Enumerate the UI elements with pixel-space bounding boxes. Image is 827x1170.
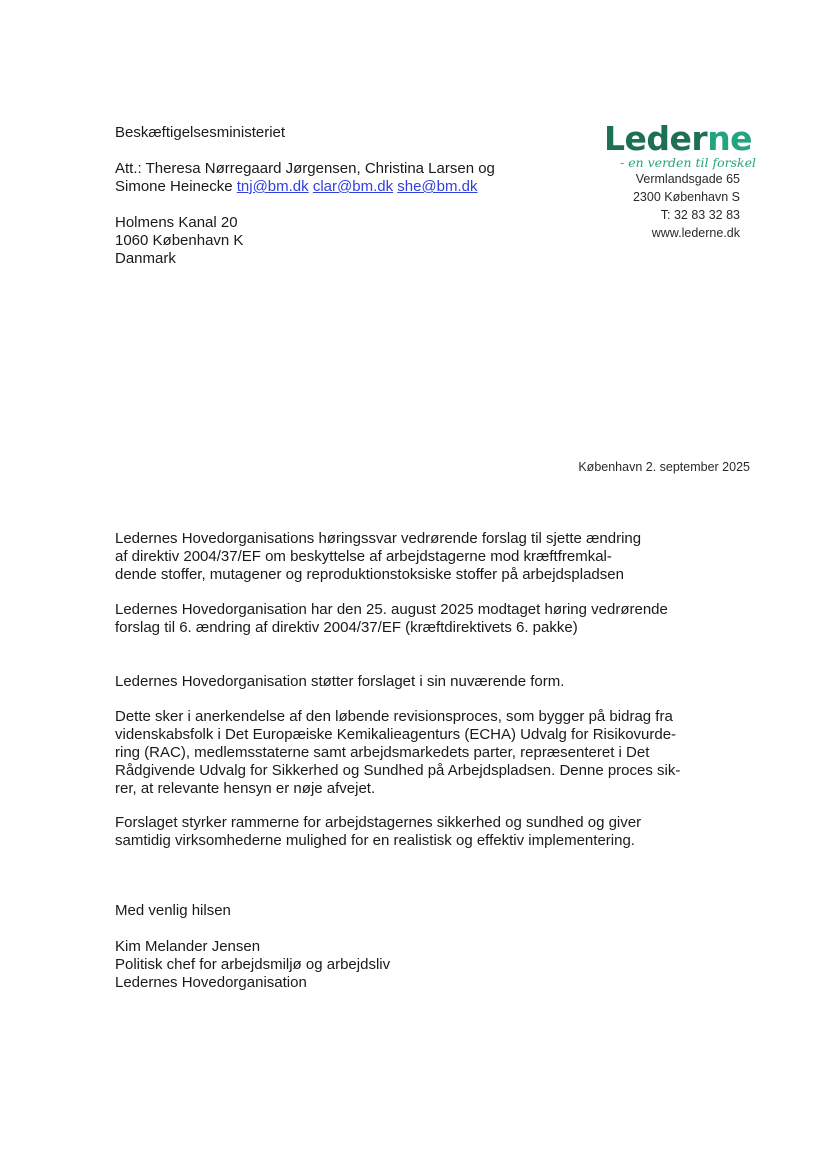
paragraph-line: videnskabsfolk i Det Europæiske Kemikalieagenturs (ECHA) Udvalg for Risikovurde- [115, 726, 677, 743]
signature-organization: Ledernes Hovedorganisation [115, 974, 307, 991]
sender-website: www.lederne.dk [651, 226, 740, 240]
lederne-logo [604, 119, 756, 170]
paragraph-line: Rådgivende Udvalg for Sikkerhed og Sundhed på Arbejdspladsen. Denne proces sik- [115, 762, 681, 779]
logo-tagline: - en verden til forskel [620, 155, 756, 170]
recipient-street: Holmens Kanal 20 [115, 214, 238, 231]
sender-contact [633, 170, 740, 242]
closing-phrase: Med venlig hilsen [115, 902, 231, 919]
heading-line: af direktiv 2004/37/EF om beskyttelse af arbejdstagerne mod kræftfremkal- [115, 548, 612, 565]
paragraph-line: samtidig virksomhederne mulighed for en realistisk og effektiv implementering. [115, 832, 635, 849]
paragraph-line: ring (RAC), medlemsstaterne samt arbejdsmarkedets parter, repræsenteret i Det [115, 744, 650, 761]
paragraph-3 [115, 708, 715, 798]
paragraph-line: forslag til 6. ændring af direktiv 2004/37/EF (kræftdirektivets 6. pakke) [115, 619, 578, 636]
attention-name: Simone Heinecke [115, 178, 233, 195]
sender-street: Vermlandsgade 65 [635, 172, 740, 186]
heading-line: Ledernes Hovedorganisations høringssvar vedrørende forslag til sjette ændring [115, 530, 642, 547]
signature-title: Politisk chef for arbejdsmiljø og arbejdsliv [115, 956, 391, 973]
recipient-organization: Beskæftigelsesministeriet [115, 124, 286, 141]
sender-phone: T: 32 83 32 83 [660, 208, 740, 222]
recipient-address [115, 124, 495, 268]
paragraph-line: rer, at relevante hensyn er nøje afvejet. [115, 780, 376, 797]
recipient-country: Danmark [115, 250, 176, 267]
signature-block [115, 938, 715, 992]
letter-date: København 2. september 2025 [578, 460, 750, 474]
paragraph-line: Dette sker i anerkendelse af den løbende revisionsproces, som bygger på bidrag fra [115, 708, 673, 725]
email-link-clar[interactable]: clar@bm.dk [312, 178, 394, 195]
paragraph-4 [115, 814, 715, 850]
paragraph-line: Ledernes Hovedorganisation har den 25. august 2025 modtaget høring vedrørende [115, 601, 668, 618]
attention-line-2 [115, 178, 495, 196]
recipient-city: 1060 København K [115, 232, 244, 249]
email-link-she[interactable]: she@bm.dk [397, 178, 478, 195]
heading-line: dende stoffer, mutagener og reproduktionstoksiske stoffer på arbejdspladsen [115, 566, 624, 583]
attention-line: Att.: Theresa Nørregaard Jørgensen, Christina Larsen og [115, 160, 495, 177]
sender-city: 2300 København S [632, 190, 740, 204]
email-link-tnj[interactable]: tnj@bm.dk [236, 178, 309, 195]
paragraph-line: Forslaget styrker rammerne for arbejdstagernes sikkerhed og sundhed og giver [115, 814, 642, 831]
letter-heading [115, 530, 715, 584]
signature-name: Kim Melander Jensen [115, 938, 261, 955]
logo-wordmark: Lederne [604, 119, 753, 158]
paragraph-2 [115, 673, 715, 691]
paragraph-1 [115, 601, 715, 637]
paragraph-line: Ledernes Hovedorganisation støtter forslaget i sin nuværende form. [115, 673, 565, 690]
